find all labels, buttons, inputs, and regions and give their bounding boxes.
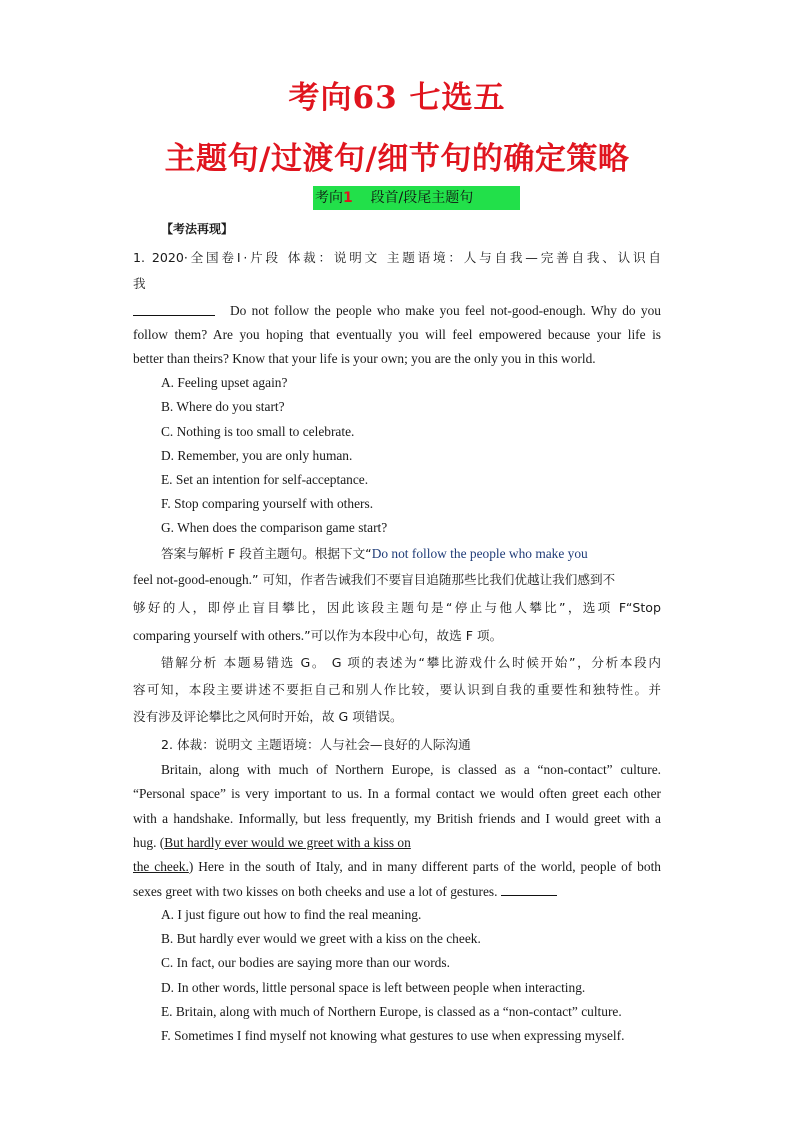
q1-option-g: G. When does the comparison game start? xyxy=(161,520,388,535)
badge-prefix: 考向 xyxy=(315,190,343,206)
q1-para-text1: Do not follow the people who make you feel not-good-enough. Why do you xyxy=(230,303,661,318)
answer-conclusion: ”可以作为本段中心句，故选 F 项。 xyxy=(304,628,503,643)
q2-paragraph-line3: with a handshake. Informally, but less frequently, my British friends and I would greet with a xyxy=(133,811,661,826)
q2-option-e: E. Britain, along with much of Northern Europe, is classed as a “non-contact” culture. xyxy=(161,1004,622,1019)
badge-text: 段首/段尾主题句 xyxy=(370,190,474,206)
hug-text: hug. ( xyxy=(133,835,165,850)
q2-option-c: C. In fact, our bodies are saying more than our words. xyxy=(161,955,450,970)
q1-option-d: D. Remember, you are only human. xyxy=(161,448,353,463)
page-title: 考向63 七选五 xyxy=(288,80,506,116)
underlined-sentence-end: the cheek. xyxy=(133,859,189,874)
q2-option-f: F. Sometimes I find myself not knowing what gestures to use when expressing myself. xyxy=(161,1028,625,1043)
italy-text: ) Here in the south of Italy, and in many different parts of the world, people of both xyxy=(188,859,661,874)
section-label: 【考法再现】 xyxy=(161,222,234,236)
q1-paragraph-line1 xyxy=(133,303,661,320)
q1-error-line1: 错解分析 本题易错选 G。 G 项的表述为“攀比游戏什么时候开始”，分析本段内 xyxy=(161,655,661,670)
q1-answer-line4 xyxy=(133,628,502,644)
q1-error-line3: 没有涉及评论攀比之风何时开始，故 G 项错误。 xyxy=(133,709,403,724)
q1-paragraph-line2: follow them? Are you hoping that eventually you will feel empowered because your life is xyxy=(133,327,661,342)
answer-label: 答案与解析 F 段首主题句。根据下文“ xyxy=(161,546,372,561)
answer-blank xyxy=(133,303,215,316)
answer-explain: ” 可知，作者告诫我们不要盲目追随那些比我们优越让我们感到不 xyxy=(252,572,616,587)
q2-paragraph-line5 xyxy=(133,859,661,875)
q2-paragraph-line6 xyxy=(133,883,557,900)
q1-paragraph-line3: better than theirs? Know that your life is your own; you are the only you in this world. xyxy=(133,351,596,366)
q1-option-a: A. Feeling upset again? xyxy=(161,375,288,390)
q2-paragraph-line1: Britain, along with much of Northern Europe, is classed as a “non-contact” culture. xyxy=(161,762,661,777)
q1-option-c: C. Nothing is too small to celebrate. xyxy=(161,424,355,439)
topic-badge xyxy=(313,186,520,210)
q1-option-e: E. Set an intention for self-acceptance. xyxy=(161,472,369,487)
q2-header: 2. 体裁：说明文 主题语境：人与社会—良好的人际沟通 xyxy=(161,737,471,752)
answer-quote-end: feel not-good-enough. xyxy=(133,572,252,587)
badge-number: 1 xyxy=(343,190,353,206)
q2-option-b: B. But hardly ever would we greet with a kiss on the cheek. xyxy=(161,931,481,946)
q1-option-b: B. Where do you start? xyxy=(161,399,285,414)
underlined-sentence: But hardly ever would we greet with a kiss on xyxy=(164,835,411,850)
gestures-text: sexes greet with two kisses on both cheeks and use a lot of gestures. xyxy=(133,884,498,899)
q2-option-a: A. I just figure out how to find the real meaning. xyxy=(161,907,422,922)
q2-option-d: D. In other words, little personal space is left between people when interacting. xyxy=(161,980,586,995)
q1-option-f: F. Stop comparing yourself with others. xyxy=(161,496,374,511)
q2-paragraph-line2: “Personal space” is very important to us. In a formal contact we would often greet each other xyxy=(133,786,661,801)
q1-header: 1. 2020·全国卷Ⅰ·片段 体裁：说明文 主题语境：人与自我—完善自我、认识自 xyxy=(133,250,661,265)
q1-answer-line1 xyxy=(161,546,661,562)
page-subtitle: 主题句/过渡句/细节句的确定策略 xyxy=(164,141,630,177)
answer-option-text: comparing yourself with others. xyxy=(133,628,305,643)
q1-error-line2: 容可知，本段主要讲述不要拒自己和别人作比较，要认识到自我的重要性和独特性。并 xyxy=(133,682,661,697)
answer-quote: Do not follow the people who make you xyxy=(371,546,588,561)
q1-answer-line3: 够好的人，即停止盲目攀比，因此该段主题句是“停止与他人攀比”，选项 F“Stop xyxy=(133,600,661,615)
q1-answer-line2 xyxy=(133,572,661,588)
answer-blank xyxy=(501,883,557,896)
q2-paragraph-line4 xyxy=(133,835,411,851)
q1-header-cont: 我 xyxy=(133,276,146,291)
